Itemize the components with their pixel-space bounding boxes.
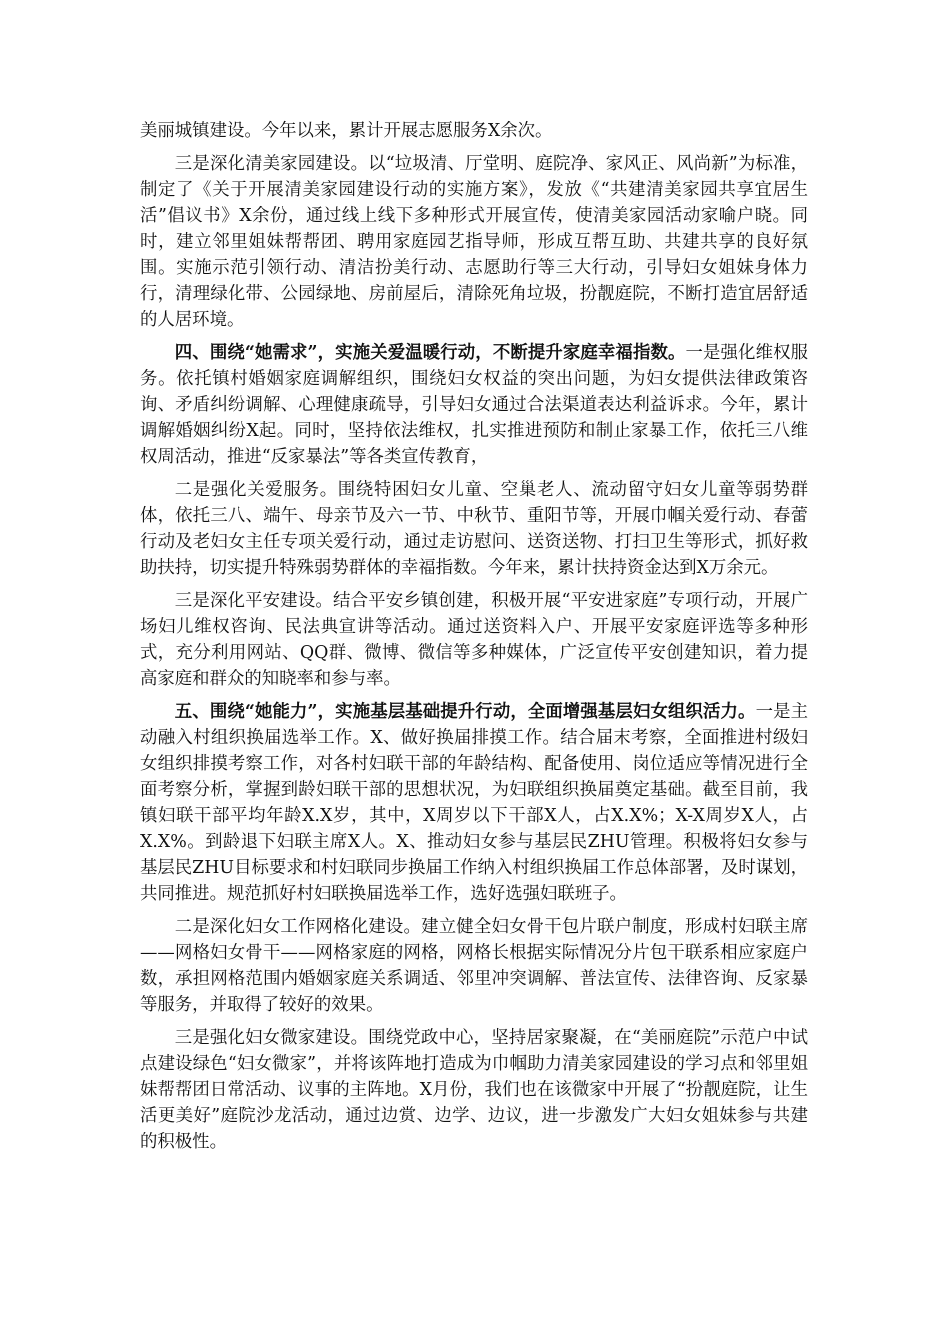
- paragraph-text: 二是深化妇女工作网格化建设。建立健全妇女骨干包片联户制度，形成村妇联主席——网格妇女骨干——网格家庭的网格，网格长根据实际情况分片包干联系相应家庭户数，承担网格范围内婚姻家庭关系调适、邻里冲突调解、普法宣传、法律咨询、反家暴等服务，并取得了较好的效果。: [140, 917, 808, 1015]
- paragraph-1: [140, 118, 808, 144]
- paragraph-text: 三是深化平安建设。结合平安乡镇创建，积极开展“平安进家庭”专项行动，开展广场妇儿维权咨询、民法典宣讲等活动。通过送资料入户、开展平安家庭评选等多种形式，充分利用网站、QQ群、微博、微信等多种媒体，广泛宣传平安创建知识，着力提高家庭和群众的知晓率和参与率。: [140, 591, 808, 689]
- paragraph-8: [140, 1025, 808, 1155]
- paragraph-5: [140, 588, 808, 692]
- paragraph-7: [140, 914, 808, 1018]
- paragraph-2: [140, 151, 808, 333]
- paragraph-text: 一是强化维权服务。依托镇村婚姻家庭调解组织，围绕妇女权益的突出问题，为妇女提供法律政策咨询、矛盾纠纷调解、心理健康疏导，引导妇女通过合法渠道表达利益诉求。今年，累计调解婚姻纠纷X起。同时，坚持依法维权，扎实推进预防和制止家暴工作，依托三八维权周活动，推进“反家暴法”等各类宣传教育，: [140, 343, 808, 467]
- document-page: [140, 118, 808, 1162]
- paragraph-text: 三是强化妇女微家建设。围绕党政中心，坚持居家聚凝，在“美丽庭院”示范户中试点建设绿色“妇女微家”，并将该阵地打造成为巾帼助力清美家园建设的学习点和邻里姐妹帮帮团日常活动、议事的主阵地。X月份，我们也在该微家中开展了“扮靓庭院，让生活更美好”庭院沙龙活动，通过边赏、边学、边议，进一步激发广大妇女姐妹参与共建的积极性。: [140, 1028, 808, 1152]
- paragraph-text: 美丽城镇建设。今年以来，累计开展志愿服务X余次。: [140, 121, 553, 141]
- section-heading-four: 四、围绕“她需求”，实施关爱温暖行动，不断提升家庭幸福指数。: [174, 343, 686, 363]
- section-heading-five: 五、围绕“她能力”，实施基层基础提升行动，全面增强基层妇女组织活力。: [174, 702, 756, 722]
- paragraph-text: 一是主动融入村组织换届选举工作。X、做好换届排摸工作。结合届末考察，全面推进村级妇女组织排摸考察工作，对各村妇联干部的年龄结构、配备使用、岗位适应等情况进行全面考察分析，掌握到龄妇联干部的思想状况，为妇联组织换届奠定基础。截至目前，我镇妇联干部平均年龄X.X岁，其中，X周岁以下干部X人，占X.X%；X-X周岁X人，占X.X%。到龄退下妇联主席X人。X、推动妇女参与基层民ZHU管理。积极将妇女参与基层民ZHU目标要求和村妇联同步换届工作纳入村组织换届工作总体部署，及时谋划，共同推进。规范抓好村妇联换届选举工作，选好选强妇联班子。: [140, 702, 808, 904]
- paragraph-text: 三是深化清美家园建设。以“垃圾清、厅堂明、庭院净、家风正、风尚新”为标准，制定了《关于开展清美家园建设行动的实施方案》，发放《“共建清美家园共享宜居生活”倡议书》X余份，通过线上线下多种形式开展宣传，使清美家园活动家喻户晓。同时，建立邻里姐妹帮帮团、聘用家庭园艺指导师，形成互帮互助、共建共享的良好氛围。实施示范引领行动、清洁扮美行动、志愿助行等三大行动，引导妇女姐妹身体力行，清理绿化带、公园绿地、房前屋后，清除死角垃圾，扮靓庭院，不断打造宜居舒适的人居环境。: [140, 154, 808, 330]
- paragraph-6: [140, 699, 808, 907]
- paragraph-4: [140, 477, 808, 581]
- paragraph-3: [140, 340, 808, 470]
- paragraph-text: 二是强化关爱服务。围绕特困妇女儿童、空巢老人、流动留守妇女儿童等弱势群体，依托三八、端午、母亲节及六一节、中秋节、重阳节等，开展巾帼关爱行动、春蕾行动及老妇女主任专项关爱行动，通过走访慰问、送资送物、打扫卫生等形式，抓好救助扶持，切实提升特殊弱势群体的幸福指数。今年来，累计扶持资金达到X万余元。: [140, 480, 808, 578]
